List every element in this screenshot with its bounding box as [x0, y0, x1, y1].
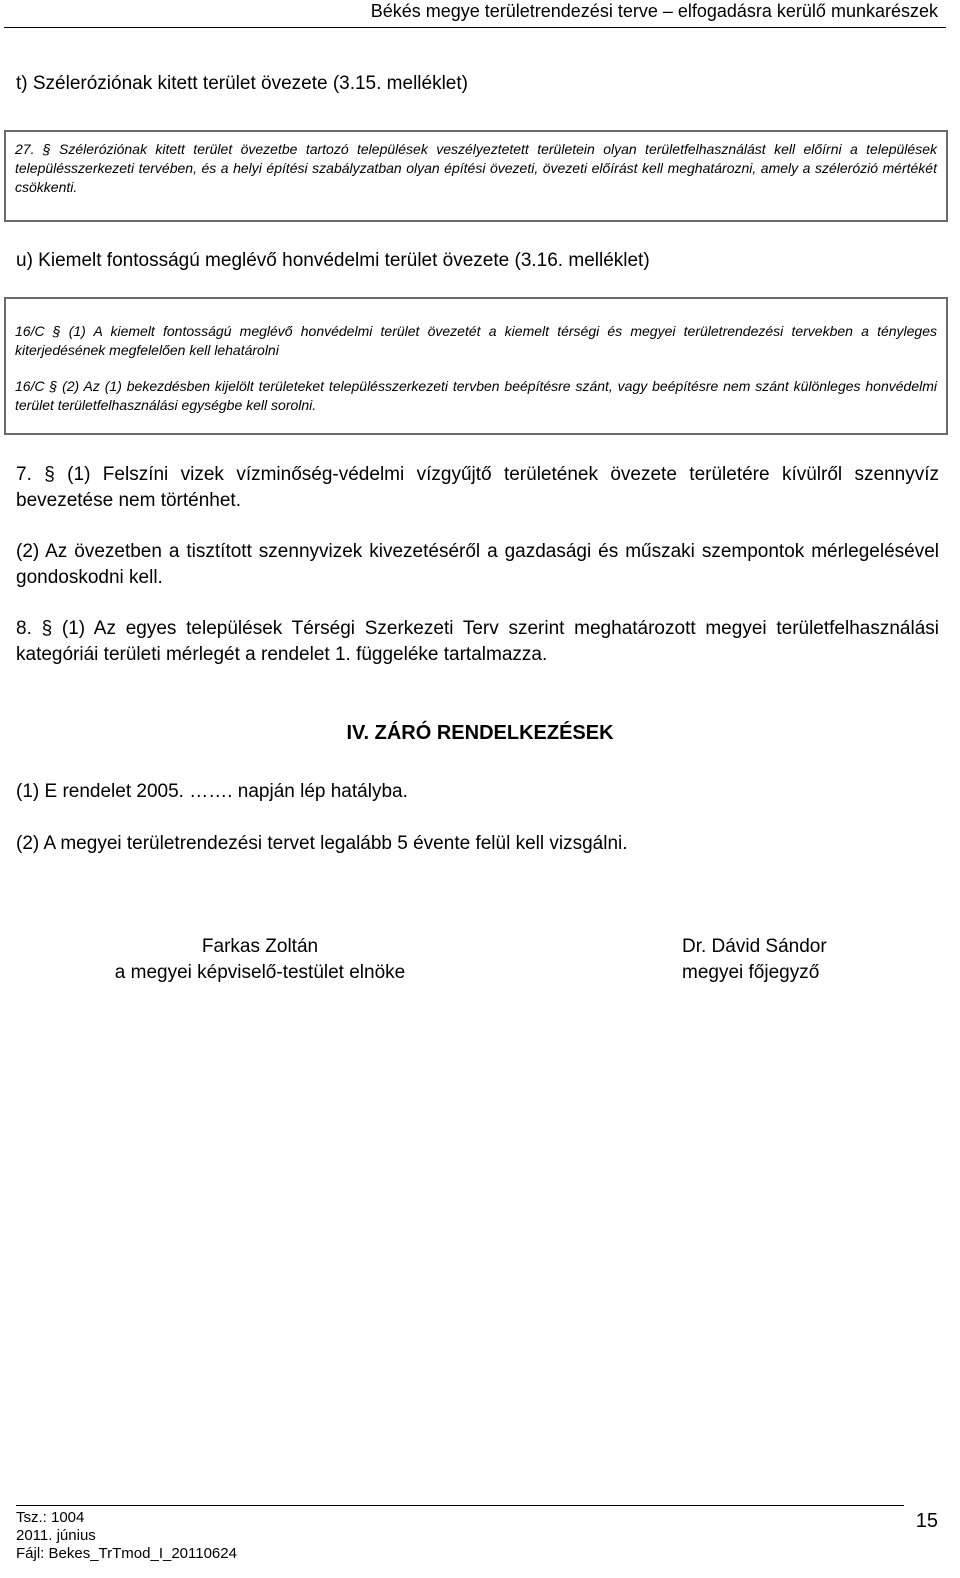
- footer-divider: [16, 1505, 904, 1506]
- footer-file: Fájl: Bekes_TrTmod_I_20110624: [16, 1545, 237, 1562]
- signature-right-role: megyei főjegyző: [682, 962, 820, 983]
- signature-right: [682, 934, 827, 986]
- paragraph-7-2: (2) Az övezetben a tisztított szennyvizek kivezetéséről a gazdasági és műszaki szempontok mérlegelésével gondoskodni kell.: [16, 541, 939, 588]
- regulation-box-t: [4, 130, 948, 222]
- header-divider: [4, 27, 946, 28]
- signature-left-role: a megyei képviselő-testület elnöke: [114, 962, 406, 983]
- signature-right-name: Dr. Dávid Sándor: [682, 936, 827, 957]
- paragraph-7-1: 7. § (1) Felszíni vizek vízminőség-védelmi vízgyűjtő területének övezete területére kívülről szennyvíz bevezetése nem történhet.: [16, 464, 939, 511]
- paragraph-7: [16, 462, 939, 668]
- page-number: 15: [915, 1510, 938, 1532]
- closing-section-title: IV. ZÁRÓ RENDELKEZÉSEK: [346, 722, 614, 744]
- footer-info: [16, 1509, 237, 1563]
- page-header-title: Békés megye területrendezési terve – elfogadásra kerülő munkarészek: [370, 1, 938, 21]
- closing-provision-1: (1) E rendelet 2005. ……. napján lép hatályba.: [16, 781, 408, 802]
- closing-provision-2: (2) A megyei területrendezési tervet legalább 5 évente felül kell vizsgálni.: [16, 833, 628, 854]
- footer-date: 2011. június: [16, 1527, 96, 1544]
- regulation-box-u: [4, 297, 948, 435]
- regulation-16c-2-text: 16/C § (2) Az (1) bekezdésben kijelölt területeket településszerkezeti tervben beépítésre szánt, vagy beépítésre nem szánt különleges honvédelmi terület területfelhasználási egységbe kell sorolni.: [15, 378, 937, 413]
- section-t-title: t) Széleróziónak kitett terület övezete (3.15. melléklet): [16, 73, 468, 94]
- regulation-27-text: 27. § Széleróziónak kitett terület övezetbe tartozó települések veszélyeztetett területein olyan területfelhasználást kell előírni a települések településszerkezeti tervében, és a helyi építési szabályzatban olyan építési övezeti, övezeti előírást kell meghatározni, amely a szélerózió mértékét csökkenti.: [15, 141, 937, 195]
- footer-tsz: Tsz.: 1004: [16, 1509, 85, 1526]
- paragraph-8-1: 8. § (1) Az egyes települések Térségi Szerkezeti Terv szerint meghatározott megyei területfelhasználási kategóriái területi mérlegét a rendelet 1. függeléke tartalmazza.: [16, 618, 939, 665]
- regulation-16c-1-text: 16/C § (1) A kiemelt fontosságú meglévő honvédelmi terület övezetét a kiemelt térségi és megyei területrendezési tervekben a tényleges kiterjedésének megfelelően kell lehatárolni: [15, 323, 937, 358]
- signature-left: [80, 934, 440, 986]
- signature-left-name: Farkas Zoltán: [201, 936, 319, 957]
- section-u-title: u) Kiemelt fontosságú meglévő honvédelmi terület övezete (3.16. melléklet): [16, 250, 650, 271]
